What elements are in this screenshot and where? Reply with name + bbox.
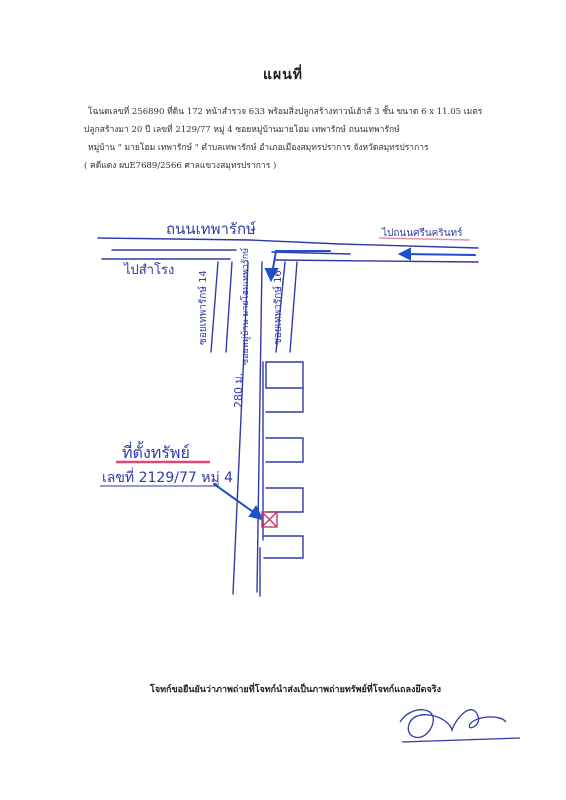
soi-16-label: ซอยเทพารักษ์ 16 <box>273 270 284 345</box>
property-marker <box>262 512 277 527</box>
arrow-right-indicator <box>402 254 475 255</box>
arrow-head-property <box>250 507 262 519</box>
village-soi-label: ซอยหมู่บ้าน มายโฮมเทพารักษ์ <box>241 247 251 365</box>
case-info-line: ( คดีแดง ผบE7689/2566 ศาลแขวงสมุทรปราการ ) <box>84 161 277 171</box>
to-srinakarin-label: ไปถนนศรีนครินทร์ <box>382 228 463 239</box>
property-address-label: เลขที่ 2129/77 หมู่ 4 <box>102 470 234 486</box>
deed-info-line: โฉนดเลขที่ 256890 ที่ดิน 172 หน้าสำรวจ 633 พร้อมสิ่งปลูกสร้างทาวน์เฮ้าส์ 3 ชั้น ขนาด 6 x 11.05 เมตร <box>88 107 483 117</box>
signature-mark <box>400 710 520 742</box>
main-road-bottom-edge <box>102 259 478 262</box>
building-info-line: ปลูกสร้างมา 20 ปี เลขที่ 2129/77 หมู่ 4 ซอยหมู่บ้านมายโฮม เทพารักษ์ ถนนเทพารักษ์ <box>84 125 400 135</box>
arrow-to-property <box>214 484 256 514</box>
distance-label: 280 ม. <box>232 372 245 408</box>
arrow-head-right <box>400 249 410 259</box>
location-info-line: หมู่บ้าน " มายโฮม เทพารักษ์ " ตำบลเทพารักษ์ อำเภอเมืองสมุทรปราการ จังหวัดสมุทรปราการ <box>88 143 429 153</box>
property-location-label: ที่ตั้งทรัพย์ <box>122 443 190 462</box>
soi-14-road <box>211 262 232 352</box>
to-samrong-label: ไปสำโรง <box>124 263 175 278</box>
townhouse-rows <box>260 362 303 596</box>
main-road-label: ถนนเทพารักษ์ <box>166 220 256 238</box>
page-title: แผนที่ <box>262 67 304 83</box>
soi-14-label: ซอยเทพารักษ์ 14 <box>198 270 209 345</box>
confirmation-statement: โจทก์ขอยืนยันว่าภาพถ่ายที่โจทก์นำส่งเป็นภาพถ่ายทรัพย์ที่โจทก์แถลงยึดจริง <box>150 685 442 695</box>
